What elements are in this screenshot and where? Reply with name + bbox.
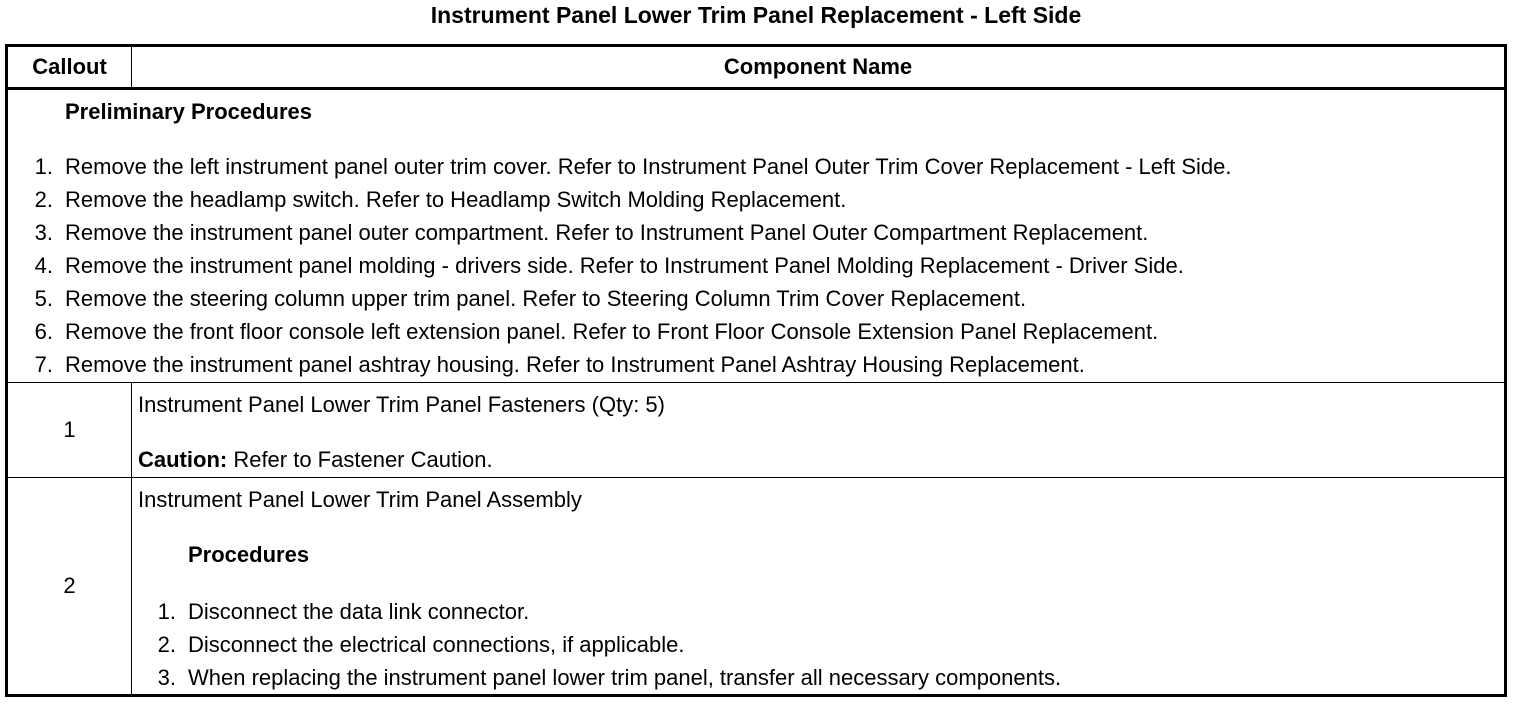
step-number: 1. <box>157 599 176 624</box>
preliminary-row <box>7 89 1506 383</box>
list-item <box>8 150 1504 183</box>
step-text: Remove the front floor console left extension panel. Refer to Front Floor Console Extension Panel Replacement. <box>65 319 1159 344</box>
list-item <box>8 348 1504 381</box>
page-title: Instrument Panel Lower Trim Panel Replacement - Left Side <box>430 2 1082 28</box>
step-text: Disconnect the data link connector. <box>188 599 530 624</box>
step-number: 2. <box>34 187 53 212</box>
step-number: 3. <box>157 665 176 690</box>
step-text: Remove the steering column upper trim panel. Refer to Steering Column Trim Cover Replacement. <box>65 286 1027 311</box>
callout-header: Callout <box>7 46 132 89</box>
caution-note <box>138 447 1504 473</box>
step-number: 1. <box>34 154 53 179</box>
list-item <box>8 183 1504 216</box>
component-cell <box>132 478 1506 696</box>
step-text: When replacing the instrument panel lower trim panel, transfer all necessary components. <box>188 665 1062 690</box>
procedures-heading: Procedures <box>188 542 310 567</box>
procedures-steps-list <box>138 595 1504 694</box>
preliminary-procedures-heading: Preliminary Procedures <box>65 99 313 124</box>
table-header-row <box>7 46 1506 89</box>
list-item <box>8 249 1504 282</box>
procedure-table <box>5 44 1507 697</box>
step-number: 2. <box>157 632 176 657</box>
step-text: Remove the left instrument panel outer trim cover. Refer to Instrument Panel Outer Trim Cover Replacement - Left Side. <box>65 154 1232 179</box>
step-number: 7. <box>34 352 53 377</box>
step-text: Disconnect the electrical connections, if applicable. <box>188 632 685 657</box>
caution-label: Caution: <box>138 447 228 472</box>
table-row <box>7 383 1506 478</box>
step-text: Remove the instrument panel ashtray housing. Refer to Instrument Panel Ashtray Housing Replacement. <box>65 352 1085 377</box>
component-name: Instrument Panel Lower Trim Panel Fasteners (Qty: 5) <box>138 392 665 417</box>
step-text: Remove the instrument panel molding - drivers side. Refer to Instrument Panel Molding Replacement - Driver Side. <box>65 253 1184 278</box>
preliminary-procedures-cell <box>7 89 1506 383</box>
caution-text: Refer to Fastener Caution. <box>227 447 493 472</box>
callout-cell: 1 <box>7 383 132 478</box>
step-text: Remove the headlamp switch. Refer to Headlamp Switch Molding Replacement. <box>65 187 847 212</box>
component-name-header: Component Name <box>132 46 1506 89</box>
preliminary-steps-list <box>8 150 1504 381</box>
list-item <box>8 315 1504 348</box>
list-item <box>138 661 1504 694</box>
step-number: 3. <box>34 220 53 245</box>
list-item <box>138 595 1504 628</box>
table-row <box>7 478 1506 696</box>
step-number: 5. <box>34 286 53 311</box>
component-cell <box>132 383 1506 478</box>
step-number: 4. <box>34 253 53 278</box>
step-number: 6. <box>34 319 53 344</box>
list-item <box>8 216 1504 249</box>
step-text: Remove the instrument panel outer compartment. Refer to Instrument Panel Outer Compartment Replacement. <box>65 220 1149 245</box>
list-item <box>138 628 1504 661</box>
list-item <box>8 282 1504 315</box>
component-name: Instrument Panel Lower Trim Panel Assembly <box>138 487 582 512</box>
callout-cell: 2 <box>7 478 132 696</box>
